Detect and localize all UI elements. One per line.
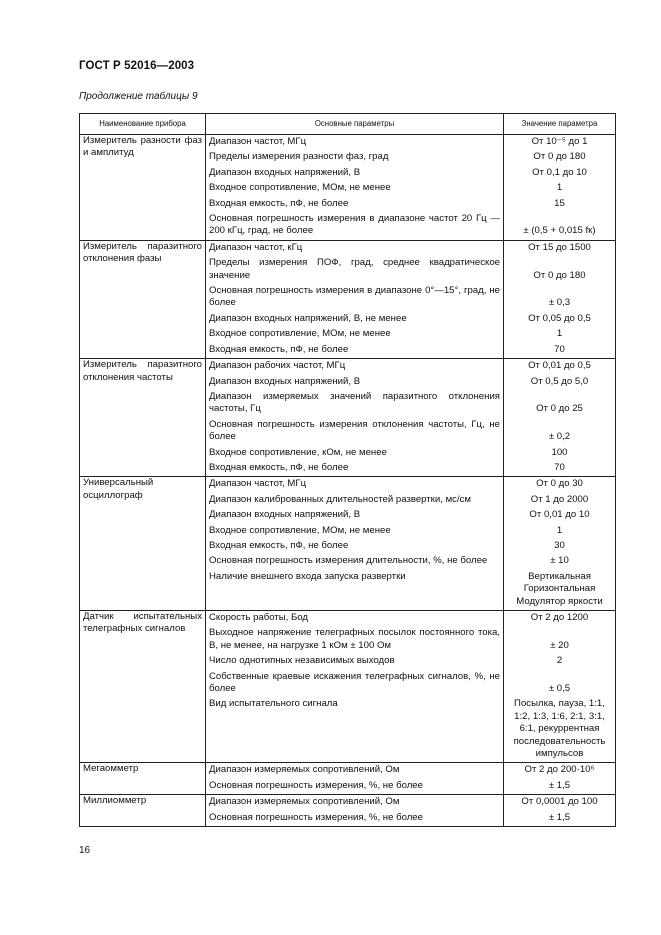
- value-cell: 15: [504, 197, 616, 212]
- parameter-cell: Скорость работы, Бод: [206, 611, 504, 627]
- parameter-cell: Наличие внешнего входа запуска развертки: [206, 570, 504, 611]
- value-cell: 30: [504, 539, 616, 554]
- parameter-cell: Диапазон частот, МГц: [206, 135, 504, 151]
- value-cell: От 1 до 2000: [504, 493, 616, 508]
- parameter-cell: Диапазон измеряемых значений паразитного отклонения частоты, Гц: [206, 390, 504, 418]
- table-row: [80, 611, 616, 627]
- value-cell: 70: [504, 461, 616, 477]
- column-header-device: Наименование прибора: [80, 114, 206, 135]
- value-cell: 1: [504, 524, 616, 539]
- parameter-cell: Собственные краевые искажения телеграфных сигналов, %, не более: [206, 670, 504, 698]
- column-header-value: Значение параметра: [504, 114, 616, 135]
- parameter-cell: Основная погрешность измерения длительности, %, не более: [206, 554, 504, 569]
- document-header: ГОСТ Р 52016—2003: [79, 60, 195, 72]
- value-cell: От 0 до 25: [504, 390, 616, 418]
- value-cell: От 15 до 1500: [504, 240, 616, 256]
- parameter-cell: Число однотипных независимых выходов: [206, 654, 504, 669]
- parameter-cell: Входная емкость, пФ, не более: [206, 461, 504, 477]
- parameter-cell: Диапазон измеряемых сопротивлений, Ом: [206, 795, 504, 811]
- value-cell: Посылка, пауза, 1:1, 1:2, 1:3, 1:6, 2:1, 3:1, 6:1, рекуррентная последовательность импульсов: [504, 697, 616, 763]
- table-row: [80, 763, 616, 779]
- value-cell: От 10⁻⁵ до 1: [504, 135, 616, 151]
- parameter-cell: Входное сопротивление, МОм, не менее: [206, 327, 504, 342]
- value-cell: ± 0,5: [504, 670, 616, 698]
- parameter-cell: Пределы измерения ПОФ, град, среднее квадратическое значение: [206, 256, 504, 284]
- parameter-cell: Входная емкость, пФ, не более: [206, 343, 504, 359]
- parameter-cell: Диапазон частот, МГц: [206, 477, 504, 493]
- parameter-cell: Основная погрешность измерения отклонения частоты, Гц, не более: [206, 418, 504, 446]
- value-cell: 2: [504, 654, 616, 669]
- parameter-cell: Входное сопротивление, МОм, не менее: [206, 181, 504, 196]
- device-name-cell: Миллиомметр: [80, 795, 206, 827]
- device-name-cell: Универсальный осциллограф: [80, 477, 206, 611]
- value-cell: От 0,1 до 10: [504, 166, 616, 181]
- table-row: [80, 795, 616, 811]
- value-cell: От 0,0001 до 100: [504, 795, 616, 811]
- parameter-cell: Основная погрешность измерения, %, не более: [206, 811, 504, 827]
- value-cell: ± 1,5: [504, 811, 616, 827]
- parameter-cell: Диапазон частот, кГц: [206, 240, 504, 256]
- value-cell: ± 1,5: [504, 779, 616, 795]
- parameter-cell: Основная погрешность измерения в диапазоне 0°—15°, град, не более: [206, 284, 504, 312]
- parameter-cell: Входное сопротивление, кОм, не менее: [206, 446, 504, 461]
- parameter-cell: Основная погрешность измерения в диапазоне частот 20 Гц — 200 кГц, град, не более: [206, 212, 504, 240]
- value-cell: ± (0,5 + 0,015 fк): [504, 212, 616, 240]
- parameter-cell: Вид испытательного сигнала: [206, 697, 504, 763]
- table-row: [80, 477, 616, 493]
- parameter-cell: Диапазон измеряемых сопротивлений, Ом: [206, 763, 504, 779]
- parameter-cell: Диапазон входных напряжений, В: [206, 375, 504, 390]
- column-header-parameters: Основные параметры: [206, 114, 504, 135]
- device-name-cell: Измеритель разности фаз и амплитуд: [80, 135, 206, 241]
- value-cell: От 2 до 1200: [504, 611, 616, 627]
- table-caption: Продолжение таблицы 9: [79, 91, 198, 102]
- parameter-cell: Диапазон входных напряжений, В: [206, 166, 504, 181]
- parameter-cell: Входное сопротивление, МОм, не менее: [206, 524, 504, 539]
- parameter-cell: Выходное напряжение телеграфных посылок постоянного тока, В, не менее, на нагрузке 1 кОм ± 100 Ом: [206, 626, 504, 654]
- parameter-cell: Пределы измерения разности фаз, град: [206, 150, 504, 165]
- parameter-cell: Входная емкость, пФ, не более: [206, 197, 504, 212]
- page-number: 16: [79, 845, 91, 856]
- parameter-cell: Входная емкость, пФ, не более: [206, 539, 504, 554]
- table-row: [80, 240, 616, 256]
- value-cell: От 0,5 до 5,0: [504, 375, 616, 390]
- value-cell: От 2 до 200·10⁶: [504, 763, 616, 779]
- value-cell: От 0 до 180: [504, 150, 616, 165]
- parameter-cell: Диапазон калиброванных длительностей развертки, мс/см: [206, 493, 504, 508]
- value-cell: ± 0,3: [504, 284, 616, 312]
- device-name-cell: Измеритель паразитного отклонения частоты: [80, 359, 206, 477]
- parameter-cell: Основная погрешность измерения, %, не более: [206, 779, 504, 795]
- device-name-cell: Измеритель паразитного отклонения фазы: [80, 240, 206, 358]
- parameter-cell: Диапазон рабочих частот, МГц: [206, 359, 504, 375]
- parameters-table: [79, 113, 616, 827]
- parameter-cell: Диапазон входных напряжений, В, не менее: [206, 312, 504, 327]
- device-name-cell: Мегаомметр: [80, 763, 206, 795]
- value-cell: От 0 до 180: [504, 256, 616, 284]
- value-cell: ± 0,2: [504, 418, 616, 446]
- value-cell: От 0,01 до 10: [504, 508, 616, 523]
- value-cell: 100: [504, 446, 616, 461]
- value-cell: От 0 до 30: [504, 477, 616, 493]
- value-cell: ± 20: [504, 626, 616, 654]
- value-cell: От 0,05 до 0,5: [504, 312, 616, 327]
- value-cell: 70: [504, 343, 616, 359]
- table-row: [80, 359, 616, 375]
- value-cell: ± 10: [504, 554, 616, 569]
- parameter-cell: Диапазон входных напряжений, В: [206, 508, 504, 523]
- value-cell: 1: [504, 181, 616, 196]
- value-cell: Вертикальная Горизонтальная Модулятор яркости: [504, 570, 616, 611]
- value-cell: От 0,01 до 0,5: [504, 359, 616, 375]
- device-name-cell: Датчик испытательных телеграфных сигналов: [80, 611, 206, 763]
- value-cell: 1: [504, 327, 616, 342]
- table-header-row: [80, 114, 616, 135]
- table-row: [80, 135, 616, 151]
- table-body: [80, 135, 616, 827]
